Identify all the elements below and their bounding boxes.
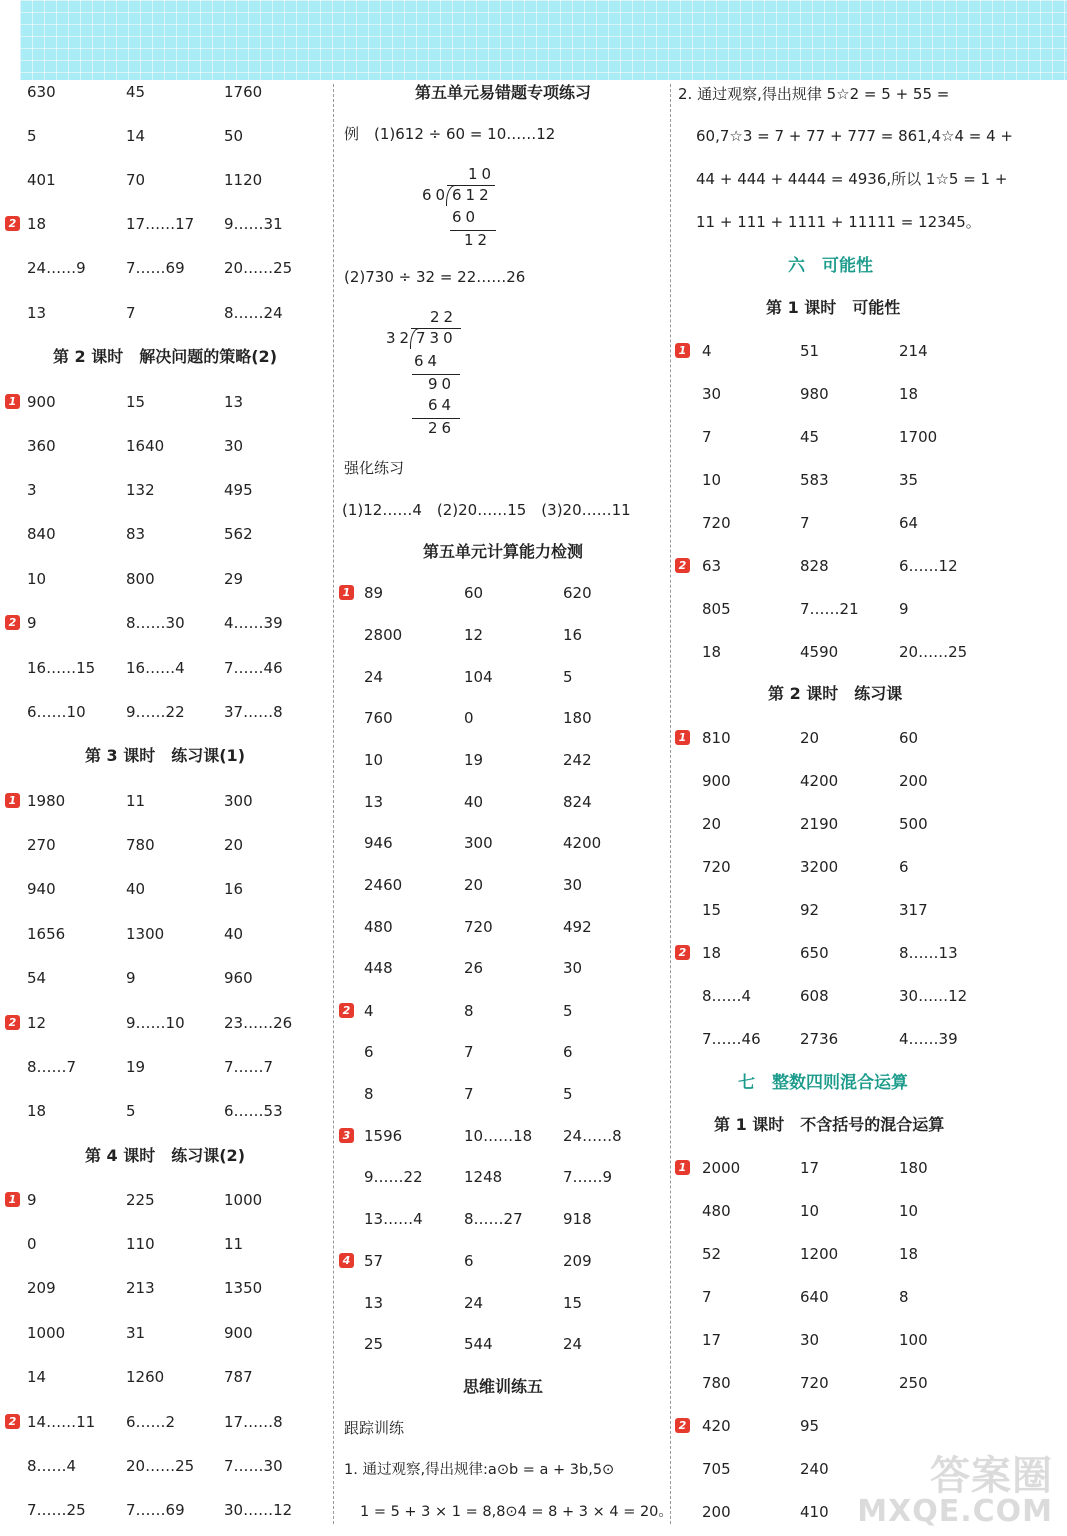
answer-row: 840 83 562 (27, 525, 253, 543)
answer-row: 1 900 15 13 (4, 390, 326, 414)
question-number-badge: 2 (5, 615, 20, 630)
answer-row: 1 2000 17 180 (674, 1156, 1054, 1180)
answer-row: 8……4 20……25 7……30 (27, 1457, 283, 1475)
answer-row: 2 9 8……30 4……39 (4, 611, 326, 635)
ld-divisor: 32 (386, 329, 414, 347)
answer-row: 209 213 1350 (27, 1279, 263, 1297)
paragraph-line: 60,7☆3 = 7 + 77 + 777 = 861,4☆4 = 4 + (696, 127, 1013, 145)
section-heading: 第 3 课时 练习课(1) (84, 746, 246, 765)
ld-bring-down: 90 (412, 374, 460, 393)
ld-quotient: 22 (430, 308, 458, 326)
unit-heading: 七 整数四则混合运算 (738, 1073, 908, 1093)
answer-row: 13 40 824 (364, 793, 592, 811)
answer-row: 1 4 51 214 (674, 339, 1054, 363)
answer-row: 1 810 20 60 (674, 726, 1054, 750)
paragraph-line: 1 = 5 + 3 × 1 = 8,8⊙4 = 8 + 3 × 4 = 20。 (360, 1504, 673, 1520)
answer-row: 54 9 960 (27, 969, 253, 987)
answer-row: 24 104 5 (364, 668, 573, 686)
answer-row: 270 780 20 (27, 836, 244, 854)
answer-row: 805 7……21 9 (702, 600, 909, 618)
drill-answers: (1)12……4 (2)20……15 (3)20……11 (342, 501, 631, 519)
answer-row: 25 544 24 (364, 1335, 583, 1353)
question-number-badge: 1 (675, 730, 690, 745)
answer-row: 16……15 16……4 7……46 (27, 659, 283, 677)
watermark-url: MXQE.COM (857, 1494, 1053, 1529)
answer-row: 10 19 242 (364, 751, 592, 769)
answer-row: 13 24 15 (364, 1294, 583, 1312)
answer-row: 5 14 50 (27, 127, 244, 145)
paragraph-line: 44 + 444 + 4444 = 4936,所以 1☆5 = 1 + (696, 170, 1008, 188)
answer-row: 7 640 8 (702, 1288, 909, 1306)
question-number-badge: 3 (339, 1128, 354, 1143)
answer-row: 360 1640 30 (27, 437, 244, 455)
answer-row: 6……10 9……22 37……8 (27, 703, 283, 721)
answer-row: 7……46 2736 4……39 (702, 1030, 958, 1048)
ld-subtract: 64 (414, 352, 442, 370)
ld-remainder: 26 (412, 418, 460, 437)
answer-row: 14 1260 787 (27, 1368, 253, 1386)
answer-row: 18 4590 20……25 (702, 643, 968, 661)
question-number-badge: 2 (675, 1418, 690, 1433)
answer-row: 9……22 1248 7……9 (364, 1168, 613, 1186)
answer-row: 10 583 35 (702, 471, 919, 489)
section-heading: 第 1 课时 可能性 (766, 298, 901, 317)
question-number-badge: 4 (339, 1253, 354, 1268)
header-banner (20, 0, 1067, 80)
answer-row: 8……4 608 30……12 (702, 987, 968, 1005)
answer-row: 2800 12 16 (364, 626, 583, 644)
site-watermark (857, 1453, 1053, 1529)
answer-row: 24……9 7……69 20……25 (27, 259, 293, 277)
question-number-badge: 2 (5, 1015, 20, 1030)
answer-row: 13……4 8……27 918 (364, 1210, 592, 1228)
section-heading: 第五单元易错题专项练习 (414, 83, 591, 102)
column-divider (333, 84, 334, 1524)
example-line: 例 (1)612 ÷ 60 = 10……12 (344, 125, 556, 143)
paragraph-line: 11 + 111 + 1111 + 11111 = 12345。 (696, 213, 981, 231)
answer-row: 200 410 (702, 1503, 829, 1521)
ld-subtract: 64 (428, 396, 456, 414)
answer-row: 4 57 6 209 (338, 1249, 668, 1273)
ld-divisor: 60 (422, 186, 450, 204)
answer-row: 2 18 17……17 9……31 (4, 212, 326, 236)
answer-row: 10 800 29 (27, 570, 244, 588)
paragraph-line: 1. 通过观察,得出规律:a⊙b = a + 3b,5⊙ (344, 1462, 615, 1478)
question-number-badge: 1 (5, 793, 20, 808)
subsection-label: 强化练习 (344, 459, 405, 477)
question-number-badge: 2 (339, 1003, 354, 1018)
answer-row: 2460 20 30 (364, 876, 583, 894)
paragraph-line: 2. 通过观察,得出规律 5☆2 = 5 + 55 = (678, 85, 950, 103)
answer-row: 20 2190 500 (702, 815, 928, 833)
answer-row: 17 30 100 (702, 1331, 928, 1349)
answer-row: 30 980 18 (702, 385, 919, 403)
question-number-badge: 2 (675, 945, 690, 960)
answer-row: 18 5 6……53 (27, 1102, 283, 1120)
answer-row: 52 1200 18 (702, 1245, 919, 1263)
watermark-logo-text: 答案圈 (930, 1453, 1053, 1499)
answer-row: 7……25 7……69 30……12 (27, 1501, 293, 1519)
answer-row: 630 45 1760 (27, 83, 263, 101)
answer-row: 480 720 492 (364, 918, 592, 936)
section-heading: 第 4 课时 练习课(2) (84, 1146, 246, 1165)
answer-row: 7 45 1700 (702, 428, 938, 446)
answer-row: 448 26 30 (364, 959, 583, 977)
answer-row: 3 1596 10……18 24……8 (338, 1124, 668, 1148)
answer-row: 940 40 16 (27, 880, 244, 898)
question-number-badge: 1 (339, 585, 354, 600)
answer-row: 900 4200 200 (702, 772, 928, 790)
question-number-badge: 2 (5, 1414, 20, 1429)
ld-dividend: 612 (452, 186, 493, 204)
section-heading: 第 2 课时 练习课 (768, 684, 903, 703)
answer-row: 480 10 10 (702, 1202, 919, 1220)
answer-row: 705 240 (702, 1460, 829, 1478)
ld-subtract: 60 (452, 208, 480, 226)
answer-row: 720 3200 6 (702, 858, 909, 876)
answer-row: 8……7 19 7……7 (27, 1058, 274, 1076)
answer-row: 780 720 250 (702, 1374, 928, 1392)
section-heading: 第 1 课时 不含括号的混合运算 (714, 1115, 945, 1134)
unit-heading: 六 可能性 (788, 256, 873, 276)
question-number-badge: 1 (675, 1160, 690, 1175)
answer-row: 13 7 8……24 (27, 304, 283, 322)
answer-row: 3 132 495 (27, 481, 253, 499)
ld-remainder: 12 (450, 230, 496, 249)
answer-row: 2 18 650 8……13 (674, 941, 1054, 965)
question-number-badge: 1 (5, 394, 20, 409)
question-number-badge: 1 (675, 343, 690, 358)
answer-row: 2 420 95 (674, 1414, 1054, 1438)
question-number-badge: 1 (5, 1192, 20, 1207)
answer-row: 2 12 9……10 23……26 (4, 1011, 326, 1035)
example-line: (2)730 ÷ 32 = 22……26 (344, 268, 526, 286)
question-number-badge: 2 (5, 216, 20, 231)
answer-row: 401 70 1120 (27, 171, 263, 189)
answer-row: 1000 31 900 (27, 1324, 253, 1342)
section-heading: 第 2 课时 解决问题的策略(2) (52, 347, 278, 366)
subsection-label: 跟踪训练 (344, 1419, 405, 1437)
answer-row: 0 110 11 (27, 1235, 244, 1253)
answer-row: 15 92 317 (702, 901, 928, 919)
section-heading: 思维训练五 (462, 1377, 543, 1396)
ld-quotient: 10 (468, 165, 496, 183)
answer-row: 1656 1300 40 (27, 925, 244, 943)
answer-row: 1 1980 11 300 (4, 789, 326, 813)
answer-row: 2 14……11 6……2 17……8 (4, 1410, 326, 1434)
answer-row: 1 89 60 620 (338, 581, 668, 605)
answer-row: 760 0 180 (364, 709, 592, 727)
ld-dividend: 730 (416, 329, 457, 347)
section-heading: 第五单元计算能力检测 (422, 542, 583, 561)
answer-row: 1 9 225 1000 (4, 1188, 326, 1212)
answer-row: 2 4 8 5 (338, 999, 668, 1023)
answer-row: 946 300 4200 (364, 834, 602, 852)
answer-row: 8 7 5 (364, 1085, 573, 1103)
answer-row: 6 7 6 (364, 1043, 573, 1061)
answer-row: 720 7 64 (702, 514, 919, 532)
column-divider (670, 84, 671, 1524)
question-number-badge: 2 (675, 558, 690, 573)
answer-row: 2 63 828 6……12 (674, 554, 1054, 578)
